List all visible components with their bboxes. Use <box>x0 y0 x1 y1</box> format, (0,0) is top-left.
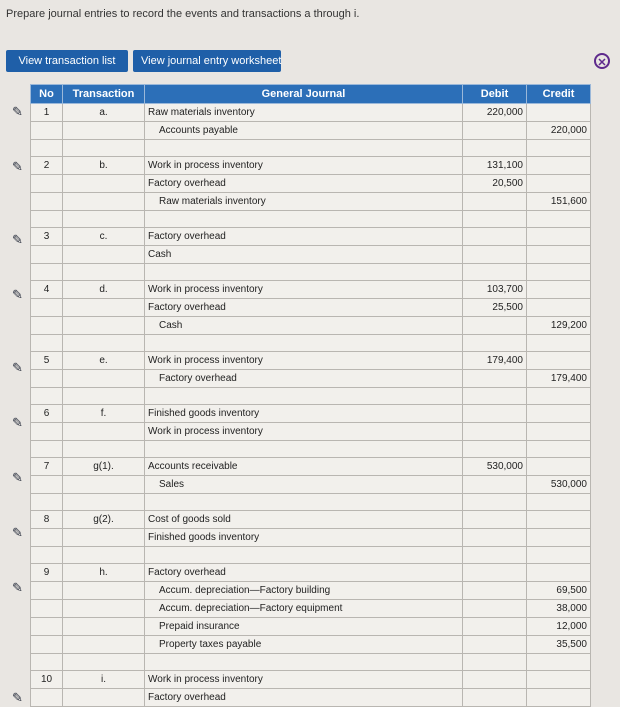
pencil-icon[interactable]: ✎ <box>12 287 23 302</box>
empty-cell <box>63 547 145 564</box>
entry-number <box>31 299 63 317</box>
empty-cell[interactable] <box>463 264 527 281</box>
account-field[interactable]: Work in process inventory <box>145 281 463 299</box>
debit-field[interactable]: 131,100 <box>463 157 527 175</box>
transaction-label: i. <box>63 671 145 689</box>
table-row <box>31 458 591 476</box>
credit-field[interactable] <box>527 423 591 441</box>
entry-number <box>31 423 63 441</box>
debit-field[interactable] <box>463 122 527 140</box>
table-row <box>31 122 591 140</box>
empty-cell <box>31 211 63 228</box>
debit-field[interactable]: 25,500 <box>463 299 527 317</box>
transaction-label <box>63 636 145 654</box>
table-row <box>31 476 591 494</box>
table-row <box>31 193 591 211</box>
account-field[interactable]: Accum. depreciation—Factory building <box>145 582 463 600</box>
credit-field[interactable] <box>527 281 591 299</box>
journal-table <box>30 84 591 707</box>
debit-field[interactable] <box>463 228 527 246</box>
debit-field[interactable] <box>463 423 527 441</box>
credit-field[interactable]: 129,200 <box>527 317 591 335</box>
credit-field[interactable] <box>527 689 591 707</box>
transaction-label <box>63 122 145 140</box>
credit-field[interactable]: 530,000 <box>527 476 591 494</box>
empty-cell <box>31 494 63 511</box>
account-field[interactable]: Property taxes payable <box>145 636 463 654</box>
entry-number <box>31 618 63 636</box>
account-field[interactable]: Factory overhead <box>145 228 463 246</box>
spacer-row <box>31 264 591 281</box>
account-field[interactable]: Cash <box>145 317 463 335</box>
empty-cell[interactable] <box>527 547 591 564</box>
transaction-label <box>63 582 145 600</box>
debit-field[interactable]: 179,400 <box>463 352 527 370</box>
credit-field[interactable]: 38,000 <box>527 600 591 618</box>
entry-number: 6 <box>31 405 63 423</box>
entry-number <box>31 317 63 335</box>
account-field[interactable]: Work in process inventory <box>145 423 463 441</box>
entry-number <box>31 246 63 264</box>
pencil-icon[interactable]: ✎ <box>12 470 23 485</box>
empty-cell[interactable] <box>145 494 463 511</box>
transaction-label <box>63 618 145 636</box>
entry-number <box>31 582 63 600</box>
credit-field[interactable]: 220,000 <box>527 122 591 140</box>
table-row <box>31 582 591 600</box>
credit-field[interactable] <box>527 352 591 370</box>
empty-cell <box>63 654 145 671</box>
empty-cell[interactable] <box>463 211 527 228</box>
table-row <box>31 370 591 388</box>
empty-cell <box>63 441 145 458</box>
header-credit: Credit <box>527 85 591 104</box>
entry-number: 7 <box>31 458 63 476</box>
credit-field[interactable] <box>527 299 591 317</box>
empty-cell <box>31 654 63 671</box>
credit-field[interactable]: 35,500 <box>527 636 591 654</box>
debit-field[interactable] <box>463 689 527 707</box>
table-row <box>31 600 591 618</box>
account-field[interactable]: Factory overhead <box>145 175 463 193</box>
credit-field[interactable] <box>527 564 591 582</box>
empty-cell[interactable] <box>463 441 527 458</box>
pencil-icon[interactable]: ✎ <box>12 415 23 431</box>
spacer-row <box>31 494 591 511</box>
transaction-label <box>63 246 145 264</box>
entry-number: 2 <box>31 157 63 175</box>
debit-field[interactable] <box>463 370 527 388</box>
transaction-label: b. <box>63 157 145 175</box>
table-row <box>31 529 591 547</box>
account-field[interactable]: Cash <box>145 246 463 264</box>
pencil-icon[interactable]: ✎ <box>12 579 23 595</box>
transaction-label <box>63 529 145 547</box>
table-row <box>31 405 591 423</box>
debit-field[interactable] <box>463 671 527 689</box>
empty-cell <box>63 140 145 157</box>
credit-field[interactable]: 12,000 <box>527 618 591 636</box>
credit-field[interactable] <box>527 458 591 476</box>
empty-cell[interactable] <box>463 654 527 671</box>
account-field[interactable]: Cost of goods sold <box>145 511 463 529</box>
transaction-label <box>63 299 145 317</box>
account-field[interactable]: Factory overhead <box>145 564 463 582</box>
empty-cell[interactable] <box>527 140 591 157</box>
empty-cell <box>31 547 63 564</box>
table-row <box>31 671 591 689</box>
credit-field[interactable] <box>527 511 591 529</box>
credit-field[interactable] <box>527 529 591 547</box>
empty-cell <box>63 264 145 281</box>
credit-field[interactable]: 179,400 <box>527 370 591 388</box>
account-field[interactable]: Accounts payable <box>145 122 463 140</box>
entry-number <box>31 193 63 211</box>
empty-cell[interactable] <box>527 264 591 281</box>
account-field[interactable]: Work in process inventory <box>145 671 463 689</box>
empty-cell <box>31 335 63 352</box>
debit-field[interactable] <box>463 246 527 264</box>
empty-cell <box>31 388 63 405</box>
view-journal-worksheet-button[interactable]: View journal entry worksheet <box>133 50 281 72</box>
credit-field[interactable] <box>527 157 591 175</box>
instructions: Prepare journal entries to record the events and transactions a through i. <box>6 8 360 20</box>
debit-field[interactable] <box>463 317 527 335</box>
empty-cell[interactable] <box>145 654 463 671</box>
table-row <box>31 636 591 654</box>
entry-number: 8 <box>31 511 63 529</box>
table-row <box>31 618 591 636</box>
credit-field[interactable]: 151,600 <box>527 193 591 211</box>
transaction-label: c. <box>63 228 145 246</box>
debit-field[interactable] <box>463 193 527 211</box>
empty-cell[interactable] <box>145 388 463 405</box>
header-general-journal: General Journal <box>145 85 463 104</box>
table-row <box>31 246 591 264</box>
spacer-row <box>31 547 591 564</box>
empty-cell[interactable] <box>145 140 463 157</box>
account-field[interactable]: Factory overhead <box>145 370 463 388</box>
table-row <box>31 104 591 122</box>
table-row <box>31 564 591 582</box>
transaction-label <box>63 423 145 441</box>
spacer-row <box>31 140 591 157</box>
empty-cell[interactable] <box>463 547 527 564</box>
entry-number: 9 <box>31 564 63 582</box>
table-row <box>31 689 591 707</box>
empty-cell <box>63 211 145 228</box>
spacer-row <box>31 211 591 228</box>
pencil-icon[interactable]: ✎ <box>12 689 23 705</box>
transaction-label: f. <box>63 405 145 423</box>
header-debit: Debit <box>463 85 527 104</box>
spacer-row <box>31 335 591 352</box>
transaction-label: g(2). <box>63 511 145 529</box>
entry-number <box>31 600 63 618</box>
empty-cell[interactable] <box>527 654 591 671</box>
credit-field[interactable] <box>527 671 591 689</box>
account-field[interactable]: Prepaid insurance <box>145 618 463 636</box>
account-field[interactable]: Raw materials inventory <box>145 193 463 211</box>
empty-cell[interactable] <box>463 335 527 352</box>
account-field[interactable]: Factory overhead <box>145 299 463 317</box>
close-icon[interactable]: ✕ <box>594 53 610 69</box>
entry-number <box>31 689 63 707</box>
entry-number: 1 <box>31 104 63 122</box>
empty-cell[interactable] <box>145 211 463 228</box>
account-field[interactable]: Sales <box>145 476 463 494</box>
table-row <box>31 423 591 441</box>
table-row <box>31 352 591 370</box>
entry-number: 5 <box>31 352 63 370</box>
empty-cell[interactable] <box>527 211 591 228</box>
credit-field[interactable] <box>527 228 591 246</box>
credit-field[interactable] <box>527 104 591 122</box>
debit-field[interactable] <box>463 600 527 618</box>
transaction-label: h. <box>63 564 145 582</box>
transaction-label: g(1). <box>63 458 145 476</box>
header-transaction: Transaction <box>63 85 145 104</box>
empty-cell <box>63 388 145 405</box>
empty-cell[interactable] <box>145 264 463 281</box>
transaction-label <box>63 370 145 388</box>
empty-cell[interactable] <box>463 494 527 511</box>
empty-cell <box>31 264 63 281</box>
spacer-row <box>31 388 591 405</box>
empty-cell[interactable] <box>527 335 591 352</box>
pencil-icon[interactable]: ✎ <box>12 232 23 248</box>
transaction-label: e. <box>63 352 145 370</box>
account-field[interactable]: Finished goods inventory <box>145 529 463 547</box>
transaction-label <box>63 600 145 618</box>
empty-cell <box>63 335 145 352</box>
account-field[interactable]: Accounts receivable <box>145 458 463 476</box>
spacer-row <box>31 654 591 671</box>
debit-field[interactable] <box>463 405 527 423</box>
credit-field[interactable] <box>527 246 591 264</box>
empty-cell[interactable] <box>145 547 463 564</box>
table-row <box>31 299 591 317</box>
table-row <box>31 175 591 193</box>
entry-number <box>31 636 63 654</box>
table-row <box>31 511 591 529</box>
account-field[interactable]: Work in process inventory <box>145 352 463 370</box>
credit-field[interactable] <box>527 405 591 423</box>
debit-field[interactable] <box>463 529 527 547</box>
entry-number: 4 <box>31 281 63 299</box>
transaction-label: d. <box>63 281 145 299</box>
debit-field[interactable] <box>463 511 527 529</box>
empty-cell <box>31 140 63 157</box>
debit-field[interactable] <box>463 564 527 582</box>
table-row <box>31 157 591 175</box>
entry-number <box>31 370 63 388</box>
entry-number <box>31 476 63 494</box>
table-row <box>31 281 591 299</box>
credit-field[interactable] <box>527 175 591 193</box>
empty-cell[interactable] <box>145 441 463 458</box>
pencil-icon[interactable]: ✎ <box>12 524 23 540</box>
debit-field[interactable]: 20,500 <box>463 175 527 193</box>
transaction-label <box>63 317 145 335</box>
transaction-label <box>63 689 145 707</box>
table-row <box>31 228 591 246</box>
empty-cell[interactable] <box>145 335 463 352</box>
account-field[interactable]: Finished goods inventory <box>145 405 463 423</box>
debit-field[interactable] <box>463 582 527 600</box>
empty-cell[interactable] <box>527 494 591 511</box>
table-row <box>31 317 591 335</box>
empty-cell[interactable] <box>463 140 527 157</box>
transaction-label: a. <box>63 104 145 122</box>
empty-cell[interactable] <box>527 441 591 458</box>
header-no: No <box>31 85 63 104</box>
empty-cell <box>31 441 63 458</box>
empty-cell <box>63 494 145 511</box>
debit-field[interactable]: 530,000 <box>463 458 527 476</box>
debit-field[interactable] <box>463 476 527 494</box>
entry-number: 10 <box>31 671 63 689</box>
debit-field[interactable] <box>463 618 527 636</box>
account-field[interactable]: Factory overhead <box>145 689 463 707</box>
entry-number <box>31 529 63 547</box>
entry-number: 3 <box>31 228 63 246</box>
account-field[interactable]: Raw materials inventory <box>145 104 463 122</box>
spacer-row <box>31 441 591 458</box>
view-transaction-list-button[interactable]: View transaction list <box>6 50 128 72</box>
debit-field[interactable] <box>463 636 527 654</box>
transaction-label <box>63 193 145 211</box>
transaction-label <box>63 175 145 193</box>
account-field[interactable]: Accum. depreciation—Factory equipment <box>145 600 463 618</box>
credit-field[interactable]: 69,500 <box>527 582 591 600</box>
empty-cell[interactable] <box>527 388 591 405</box>
debit-field[interactable]: 220,000 <box>463 104 527 122</box>
entry-number <box>31 175 63 193</box>
pencil-icon[interactable]: ✎ <box>12 158 23 174</box>
transaction-label <box>63 476 145 494</box>
pencil-icon[interactable]: ✎ <box>12 360 23 376</box>
pencil-icon[interactable]: ✎ <box>12 104 23 119</box>
entry-number <box>31 122 63 140</box>
account-field[interactable]: Work in process inventory <box>145 157 463 175</box>
empty-cell[interactable] <box>463 388 527 405</box>
debit-field[interactable]: 103,700 <box>463 281 527 299</box>
